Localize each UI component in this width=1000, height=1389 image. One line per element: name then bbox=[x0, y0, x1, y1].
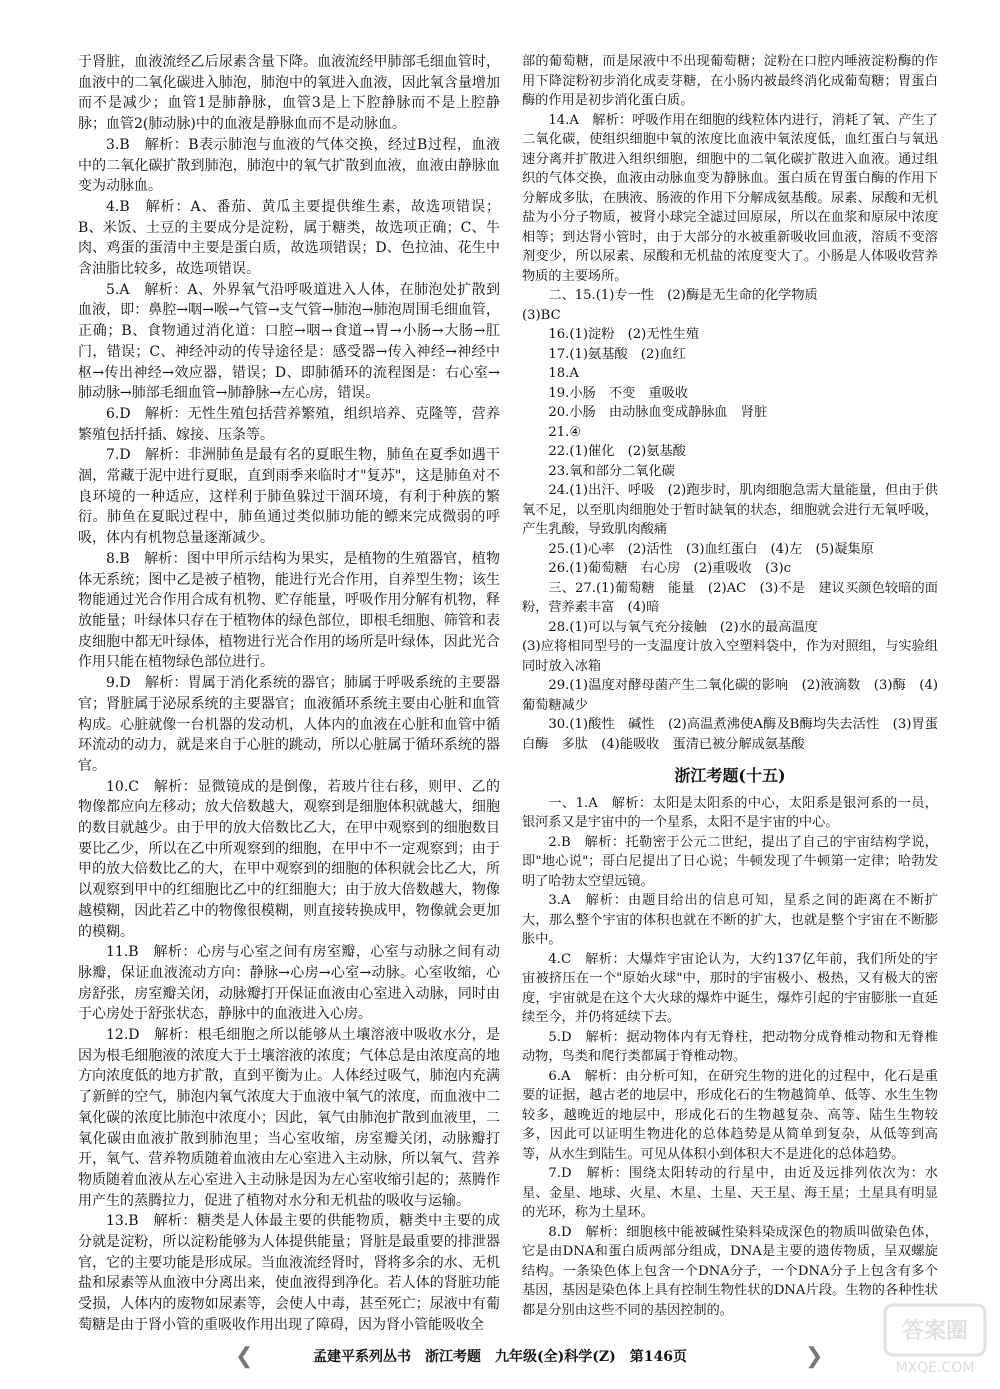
answer-paragraph: 3.A 解析：由题目给出的信息可知，星系之间的距离在不断扩大，那么整个宇宙的体积也就在不断的扩大，也就是整个宇宙在不断膨胀中。 bbox=[522, 893, 938, 947]
answer-paragraph: 10.C 解析：显微镜成的是倒像，若玻片往右移，则甲、乙的物像都应向左移动；放大倍数越大，观察到是细胞体积就越大，细胞的数目就越少。由于甲的放大倍数比乙大，在甲中观察到的细胞数目要比乙少，所以在乙中所观察到的细胞，在甲中不一定观察到；由于甲的放大倍数比乙的大，在甲中观察到的细胞的体积就会比乙大，所以观察到甲中的红细胞比乙中的红细胞大；由于放大倍数越大，物像越模糊，因此若乙中的物像很模糊，则直接转换成甲，物像就会更加的模糊。 bbox=[78, 778, 500, 940]
answer-paragraph: 22.(1)催化 (2)氨基酸 bbox=[548, 444, 686, 459]
answer-paragraph: 11.B 解析：心房与心室之间有房室瓣，心室与动脉之间有动脉瓣，保证血液流动方向：静脉→心房→心室→动脉。心室收缩，心房舒张，房室瓣关闭，动脉瓣打开保证血液由心室进入动脉，同时由于心房处于舒张状态，静脉中的血液进入心房。 bbox=[78, 944, 500, 1023]
svg-text:MXQE.COM: MXQE.COM bbox=[895, 1360, 975, 1376]
answer-paragraph: 30.(1)酸性 碱性 (2)高温煮沸使A酶及B酶均失去活性 (3)胃蛋白酶 多肽 (4)能吸收 蛋清已被分解成氨基酸 bbox=[522, 717, 938, 752]
answer-paragraph: 部的葡萄糖，而是尿液中不出现葡萄糖；淀粉在口腔内唾液淀粉酶的作用下降淀粉初步消化成麦芽糖，在小肠内被最终消化成葡萄糖；胃蛋白酶的作用是初步消化蛋白质。 bbox=[522, 54, 938, 108]
left-column bbox=[78, 52, 500, 1336]
answer-paragraph: 7.D 解析：非洲肺鱼是最有名的夏眠生物，肺鱼在夏季如遇干涸，常藏于泥中进行夏眠，直到雨季来临时才"复苏"，这是肺鱼对不良环境的一种适应，这样利于肺鱼躲过干涸环境，有利于种族的繁衍。肺鱼在夏眠过程中，肺鱼通过类似肺功能的鳔来完成微弱的呼吸，体内有机物总量逐渐减少。 bbox=[78, 447, 500, 547]
section-title: 浙江考题(十五) bbox=[674, 766, 786, 785]
answer-paragraph: 21.④ bbox=[548, 424, 582, 440]
answer-paragraph: 于肾脏，血液流经乙后尿素含量下降。血液流经甲肺部毛细血管时，血液中的二氧化碳进入肺泡，肺泡中的氧进入血液，因此氧含量增加而不是减少；血管1是肺静脉，血管3是上下腔静脉而不是上腔静脉；血管2(肺动脉)中的血液是静脉血而不是动脉血。 bbox=[78, 54, 500, 133]
answer-paragraph: 二、15.(1)专一性 (2)酶是无生命的化学物质 bbox=[548, 288, 818, 303]
answer-paragraph: 5.A 解析：A、外界氧气沿呼吸道进入人体，在肺泡处扩散到血液，即：鼻腔→咽→喉→气管→支气管→肺泡→肺泡周围毛细血管，正确；B、食物通过消化道：口腔→咽→食道→胃→小肠→大肠→肛门，错误；C、神经冲动的传导途径是：感受器→传入神经→神经中枢→传出神经→效应器，错误；D、即肺循环的流程图是：右心室→肺动脉→肺部毛细血管→肺静脉→左心房，错误。 bbox=[78, 281, 500, 402]
answer-paragraph: 14.A 解析：呼吸作用在细胞的线粒体内进行，消耗了氧、产生了二氧化碳，使组织细胞中氧的浓度比血液中氧浓度低，血红蛋白与氧迅速分离并扩散进入组织细胞，细胞中的二氧化碳扩散进入血液。通过组织的气体交换，血液由动脉血变为静脉血。蛋白质在胃蛋白酶的作用下分解成多肽，在胰液、肠液的作用下分解成氨基酸。尿素、尿酸和无机盐为小分子物质，被肾小球完全滤过回原尿，所以在血浆和原尿中浓度相等；到达肾小管时，由于大部分的水被重新吸收回血液，溶质不变溶剂变少，所以尿素、尿酸和无机盐的浓度变大了。小肠是人体吸收营养物质的主要场所。 bbox=[522, 112, 938, 284]
right-column-top bbox=[522, 52, 938, 754]
answer-paragraph: 23.氧和部分二氧化碳 bbox=[548, 463, 675, 479]
answer-paragraph: 12.D 解析：根毛细胞之所以能够从土壤溶液中吸收水分，是因为根毛细胞液的浓度大于土壤溶液的浓度；气体总是由浓度高的地方向浓度低的地方扩散，直到平衡为止。人体经过吸气，肺泡内充满了新鲜的空气，肺泡内氧气浓度大于血液中氧气的浓度，而血液中二氧化碳的浓度比肺泡中浓度小；因此，氧气由肺泡扩散到血液里，二氧化碳由血液扩散到肺泡里；当心室收缩，房室瓣关闭，动脉瓣打开，氧气、营养物质随着血液由左心室进入主动脉，所以氧气、营养物质随着血液从左心室进入主动脉是因为左心室收缩引起的；蒸腾作用产生的蒸腾拉力，促进了植物对水分和无机盐的吸收与运输。 bbox=[78, 1027, 500, 1209]
answer-paragraph: 4.B 解析：A、番茄、黄瓜主要提供维生素，故选项错误；B、米饭、土豆的主要成分是淀粉，属于糖类，故选项正确；C、牛肉、鸡蛋的蛋清中主要是蛋白质，故选项错误；D、色拉油、花生中含油脂比较多，故选项错误。 bbox=[78, 198, 500, 278]
answer-paragraph: 4.C 解析：大爆炸宇宙论认为，大约137亿年前，我们所处的宇宙被挤压在一个"原始火球"中，那时的宇宙极小、极热，又有极大的密度，宇宙就是在这个大火球的爆炸中诞生，爆炸引起的宇宙膨胀一直延续至今，并仍将延续下去。 bbox=[522, 951, 938, 1025]
right-column-bottom bbox=[522, 794, 938, 1321]
answer-paragraph: 8.D 解析：细胞核中能被碱性染料染成深色的物质叫做染色体，它是由DNA和蛋白质两部分组成，DNA是主要的遗传物质，呈双螺旋结构。一条染色体上包含一个DNA分子，一个DNA分子上包含有多个基因，基因是染色体上具有控制生物性状的DNA片段。生物的各种性状都是分别由这些不同的基因控制的。 bbox=[522, 1224, 938, 1318]
answer-paragraph: 29.(1)温度对酵母菌产生二氧化碳的影响 (2)液滴数 (3)酶 (4)葡萄糖减少 bbox=[522, 678, 938, 713]
answer-paragraph: 18.A bbox=[548, 366, 579, 381]
svg-text:答案圈: 答案圈 bbox=[901, 1318, 969, 1344]
answer-paragraph: (3)BC bbox=[522, 307, 561, 323]
answer-paragraph: 8.B 解析：图中甲所示结构为果实，是植物的生殖器官，植物体无系统；图中乙是被子植物，能进行光合作用，自养型生物；该生物能通过光合作用合成有机物、贮存能量，呼吸作用分解有机物，释放能量；叶绿体只存在于植物体的绿色部位，即根毛细胞、筛管和表皮细胞中都无叶绿体，植物进行光合作用的场所是叶绿体，因此光合作用只能在植物绿色部位进行。 bbox=[78, 550, 500, 671]
answer-paragraph: (3)应将相同型号的一支温度计放入空塑料袋中，作为对照组，与实验组同时放入冰箱 bbox=[522, 639, 938, 674]
left-ornament-icon: ❮ bbox=[235, 1344, 254, 1369]
right-ornament-icon: ❯ bbox=[805, 1344, 824, 1369]
answer-paragraph: 13.B 解析：糖类是人体最主要的供能物质，糖类中主要的成分就是淀粉，所以淀粉能够为人体提供能量；肾脏是最重要的排泄器官，它的主要功能是形成尿。当血液流经肾时，肾将多余的水、无机盐和尿素等从血液中分离出来，使血液得到净化。若人体的肾脏功能受损，人体内的废物如尿素等，会使人中毒，甚至死亡；尿液中有葡萄糖是由于肾小管的重吸收作用出现了障碍，因为肾小管能吸收全 bbox=[78, 1213, 500, 1333]
answer-paragraph: 26.(1)葡萄糖 右心房 (2)重吸收 (3)c bbox=[548, 561, 792, 576]
watermark-logo bbox=[880, 1300, 990, 1380]
answer-paragraph: 25.(1)心率 (2)活性 (3)血红蛋白 (4)左 (5)凝集原 bbox=[548, 541, 874, 557]
page-footer bbox=[0, 1342, 1000, 1370]
answer-paragraph: 19.小肠 不变 重吸收 bbox=[548, 385, 689, 401]
answer-paragraph: 28.(1)可以与氧气充分接触 (2)水的最高温度 bbox=[548, 619, 818, 635]
answer-paragraph: 2.B 解析：托勒密于公元二世纪，提出了自己的宇宙结构学说，即"地心说"；哥白尼提出了日心说；牛顿发现了牛顿第一定律；哈勃发明了哈勃太空望远镜。 bbox=[522, 834, 938, 889]
answer-paragraph: 17.(1)氨基酸 (2)血红 bbox=[548, 346, 686, 362]
answer-paragraph: 三、27.(1)葡萄糖 能量 (2)AC (3)不是 建议买颜色较暗的面粉，营养素丰富 (4)暗 bbox=[522, 580, 938, 615]
answer-paragraph: 7.D 解析：围绕太阳转动的行星中，由近及远排列依次为：水星、金星、地球、火星、木星、土星、天王星、海王星；土星具有明显的光环，称为土星环。 bbox=[522, 1166, 938, 1220]
answer-paragraph: 20.小肠 由动脉血变成静脉血 肾脏 bbox=[548, 405, 768, 420]
answer-paragraph: 5.D 解析：据动物体内有无脊柱，把动物分成脊椎动物和无脊椎动物，鸟类和爬行类都属于脊椎动物。 bbox=[522, 1029, 938, 1064]
answer-paragraph: 16.(1)淀粉 (2)无性生殖 bbox=[548, 327, 700, 342]
answer-paragraph: 3.B 解析：B表示肺泡与血液的气体交换，经过B过程，血液中的二氧化碳扩散到肺泡，肺泡中的氧气扩散到血液，血液由静脉血变为动脉血。 bbox=[78, 136, 500, 195]
answer-paragraph: 6.D 解析：无性生殖包括营养繁殖，组织培养、克隆等，营养繁殖包括扦插、嫁接、压条等。 bbox=[78, 405, 500, 443]
answer-paragraph: 一、1.A 解析：太阳是太阳系的中心，太阳系是银河系的一员，银河系又是宇宙中的一个星系，太阳不是宇宙的中心。 bbox=[522, 795, 938, 830]
right-column bbox=[522, 52, 938, 1320]
answer-paragraph: 6.A 解析：由分析可知，在研究生物的进化的过程中，化石是重要的证据，越古老的地层中，形成化石的生物越简单、低等、水生生物较多，越晚近的地层中，形成化石的生物越复杂、高等、陆生生物较多，因此可以证明生物进化的总体趋势是从简单到复杂，从低等到高等，从水生到陆生。可见从体积小到体积大不是进化的总体趋势。 bbox=[522, 1068, 938, 1162]
footer-text: 孟建平系列丛书 浙江考题 九年级(全)科学(Z) 第146页 bbox=[313, 1349, 687, 1365]
answer-paragraph: 24.(1)出汗、呼吸 (2)跑步时，肌肉细胞急需大量能量，但由于供氧不足，以至肌肉细胞处于暂时缺氧的状态，细胞就会进行无氧呼吸，产生乳酸，导致肌肉酸痛 bbox=[522, 483, 938, 537]
answer-paragraph: 9.D 解析：胃属于消化系统的器官；肺属于呼吸系统的主要器官；肾脏属于泌尿系统的主要器官；血液循环系统主要由心脏和血管构成。心脏就像一台机器的发动机，人体内的血液在心脏和血管中循环流动的动力，就是来自于心脏的跳动，所以心脏属于循环系统的器官。 bbox=[78, 675, 500, 774]
